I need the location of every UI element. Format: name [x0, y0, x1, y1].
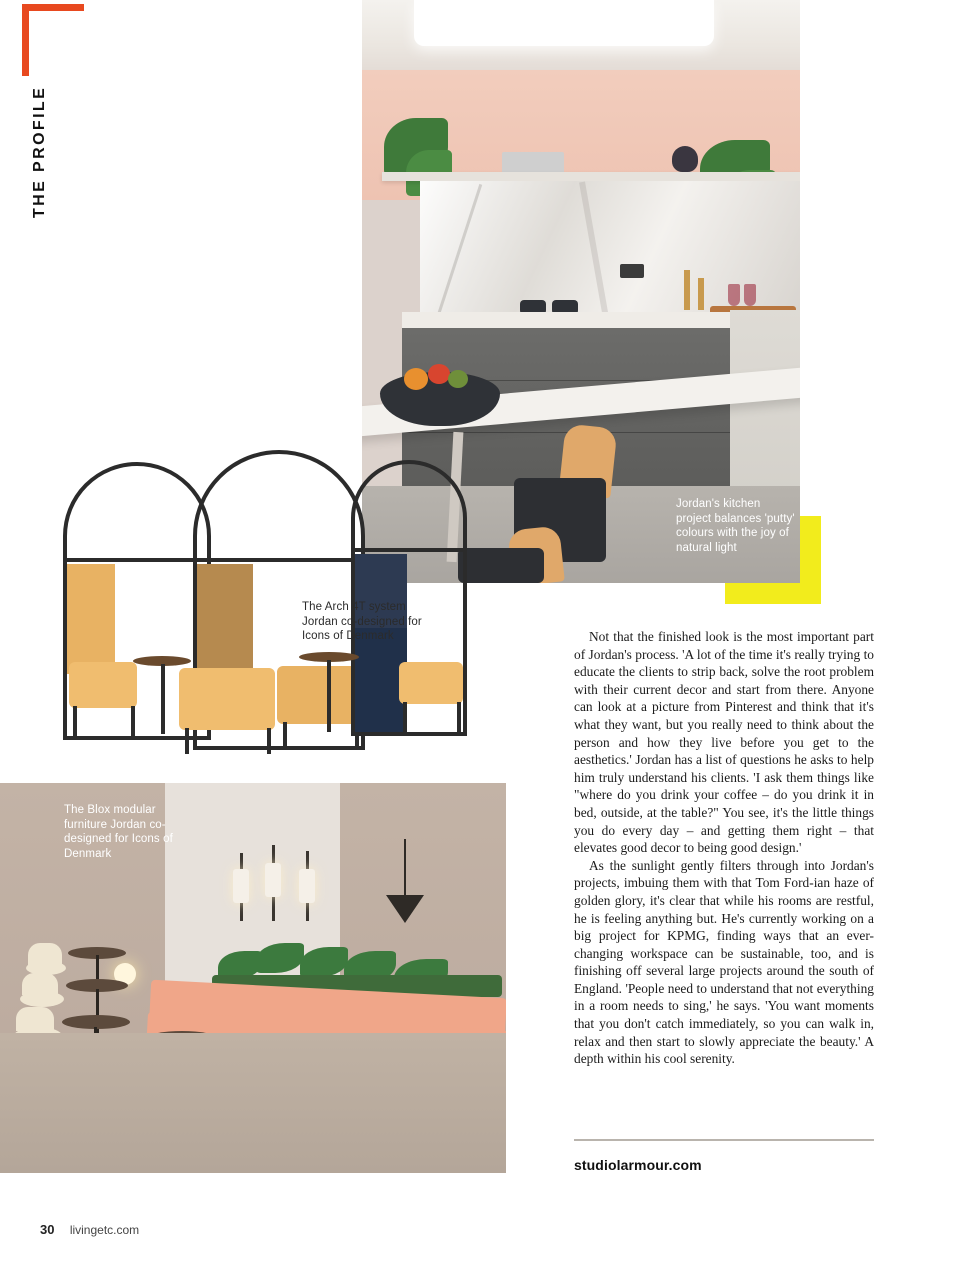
- wall-sconce-1: [233, 869, 249, 903]
- wall-socket: [620, 264, 644, 278]
- article-body: [574, 628, 874, 1068]
- arch-sofa-right: [399, 662, 463, 704]
- blox-caption: The Blox modular furniture Jordan co-designed for Icons of Denmark: [64, 804, 173, 860]
- publication-name: livingetc.com: [69, 1223, 140, 1237]
- marble-splashback: [420, 181, 800, 319]
- arch-frame-centre-top: [193, 450, 365, 562]
- fruit-orange: [404, 368, 428, 390]
- arch-sofa-centre: [179, 668, 275, 730]
- arch-frame-right-top: [351, 460, 467, 552]
- pendant-cord: [404, 839, 406, 899]
- blox-floor: [0, 1033, 506, 1173]
- table-lamp: [672, 146, 698, 172]
- arch-table-left-stem: [161, 664, 165, 734]
- arch-frame-left-top: [63, 462, 211, 562]
- arch-sofa-left-leg-2: [131, 706, 135, 738]
- arch-sofa-centre-leg-2: [267, 728, 271, 754]
- arch-panel-centre: [197, 564, 253, 676]
- arch-sofa-centre-leg-1: [185, 728, 189, 754]
- divider-rule: [574, 1139, 874, 1141]
- wine-glass-2: [744, 284, 756, 306]
- page-footer: [40, 1222, 139, 1237]
- arch-caption: The Arch 4T system Jordan co-designed for Icons of Denmark: [302, 601, 422, 642]
- studio-website[interactable]: studiolarmour.com: [574, 1157, 702, 1173]
- candle-1: [684, 270, 690, 310]
- laptop: [502, 152, 564, 174]
- page-number: 30: [40, 1222, 55, 1237]
- article-paragraph-2: As the sunlight gently filters through into Jordan's projects, imbuing them with that Tom Ford-ian haze of golden glory, it's clear that while his rooms are restful, he is feeling anything but. He's currently working on a big project for KPMG, finding ways that an ever-changing workspace can be sustainable, too, and is finishing off several large projects around the south of England. 'People need to understand that not everything in a room needs to sing,' he says. 'You want moments that you don't catch immediately, so you can walk in, relax and then start to slowly appreciate the beauty.' A depth within his cool serenity.: [574, 857, 874, 1067]
- stool-seat-2: [20, 991, 64, 1007]
- fruit-apple: [428, 364, 450, 384]
- section-label: THE PROFILE: [31, 85, 48, 218]
- arch-table-right-stem: [327, 660, 331, 732]
- arch-sofa-left: [69, 662, 137, 708]
- kitchen-skylight: [414, 0, 714, 46]
- kitchen-caption: Jordan's kitchen project balances 'putty' colours with the joy of natural light: [676, 498, 795, 554]
- kitchen-shelf: [382, 172, 800, 181]
- pendant-lamp: [386, 895, 424, 923]
- fruit-lime: [448, 370, 468, 388]
- arch-panel-left: [67, 564, 115, 674]
- arch-sofa-right-leg-1: [403, 702, 407, 734]
- wine-glass-1: [728, 284, 740, 306]
- candle-2: [698, 278, 704, 310]
- wall-sconce-2: [265, 863, 281, 897]
- arch-sofa-left-leg-1: [73, 706, 77, 738]
- article-paragraph-1: Not that the finished look is the most important part of Jordan's process. 'A lot of the time it's really trying to educate the clients to strip back, solve the root problem with their current decor and start from there. Anyone can look at a picture from Pinterest and think that it's what they want, but you really need to think about the person and how they live before you get to the aesthetics.' Jordan has a list of questions he asks to help him truly understand his clients. 'I ask them things like "where do you drink your coffee – do you drink it in bed, outside, at the table?" You see, it's the little things you do every day – and getting them right – that elevates good decor to being good design.': [574, 629, 874, 856]
- wall-sconce-3: [299, 869, 315, 903]
- arch-sofa-centre-right-leg-1: [283, 722, 287, 750]
- arch-sofa-right-leg-2: [457, 702, 461, 734]
